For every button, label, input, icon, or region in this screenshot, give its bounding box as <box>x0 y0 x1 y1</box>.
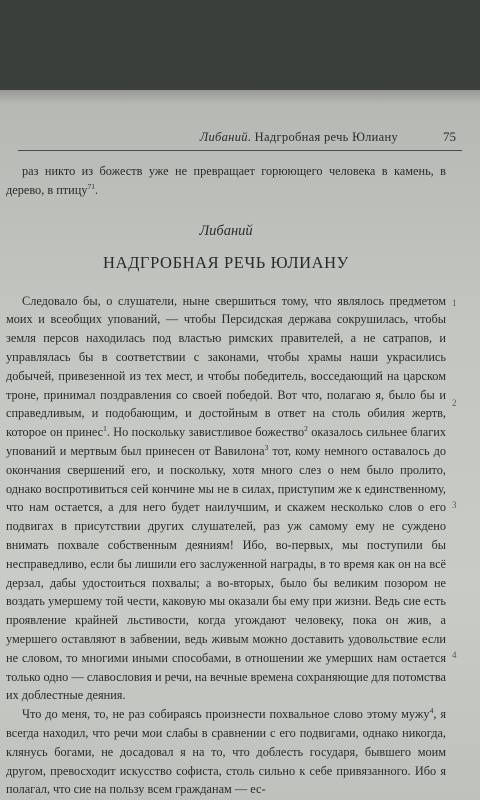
footnote-ref-1: 1 <box>103 424 107 434</box>
intro-paragraph <box>6 162 446 200</box>
running-head-separator: . <box>247 130 255 144</box>
running-head-author: Либаний <box>199 130 248 144</box>
p1-text-3: оказалось сильнее благих упований и мертвым был принесен от Вавилона <box>6 425 447 458</box>
running-head-work: Надгробная речь Юлиану <box>254 130 398 144</box>
p1-text-4: тот, кому немного оставалось до окончания свершений его, и поскольку, хотя много слез о нем было пролито, однако воспротивиться сей кончине мы не в силах, приступим же к единственному, что нам остается, а для него будет наилучшим, и скажем несколько слов о его подвигах в присутствии других слушателей, раз уж самому ему не суждено внимать похвале собственным деяниям! Ибо, во-первых, мы поступили бы несправедливо, если бы лишили его заслуженной награды, в то время как он на всё дерзал, дабы удостоиться похвалы; а во-вторых, было бы великим позором не воздать умершему той чести, каковую мы оказали бы ему при жизни. Ведь сие есть проявление крайней льстивости, когда угождают человеку, пока он жив, а умершего оставляют в забвении, ведь живым можно доставить удовольствие если не словом, то многими иными способами, в отношении же умерших нам остается только одно — славословия и речи, на вечные времена сохраняющие для потомства их доблестные деяния. <box>6 443 447 703</box>
p2-text-1: Что до меня, то, не раз собираясь произнести похвальное слово этому мужу <box>22 707 430 722</box>
section-author: Либаний <box>199 222 253 239</box>
page-edge-shadow <box>0 90 480 104</box>
text-body <box>6 162 446 799</box>
paragraph-2 <box>6 705 446 799</box>
footnote-ref-3: 3 <box>264 442 269 452</box>
section-title: НАДГРОБНАЯ РЕЧЬ ЮЛИАНУ <box>103 252 349 272</box>
footnote-ref-4: 4 <box>429 706 434 716</box>
footnote-ref-71: 71 <box>87 181 95 191</box>
p1-text-1: Следовало бы, о слушатели, ныне свершиться тому, что являлось предметом моих и всеобщих упований, — чтобы Персидская держава сокрушилась, чтобы земля персов находилась под властью римских правителей, а не сатрапов, и управлялась бы в соответствии с законами, чтобы храмы наши украсились добычей, привезенной из тех мест, и чтобы победитель, восседающий на царском троне, принимал поздравления со своей победой. Вот что, полагаю я, было бы и справедливым, и подобающим, и достойным в ответ на столь обилия жертв, которое он принес <box>6 293 446 440</box>
running-header <box>18 128 462 151</box>
running-head <box>200 130 398 145</box>
book-page <box>0 90 480 800</box>
footnote-ref-2: 2 <box>304 424 308 434</box>
margin-section-number: 4 <box>452 650 457 660</box>
p1-text-2: . Но поскольку завистливое божество <box>106 425 305 440</box>
p2-text-2: , я всегда находил, что речи мои слабы в сравнении с его подвигами, однако никогда, клянусь богами, не досадовал я на то, что доблесть государя, бывшего моим другом, превосходит искусство софиста, столь сильно к себе привязанного. Ибо я полагал, что сие на пользу всем гражданам — ес- <box>6 707 446 797</box>
intro-end: . <box>95 182 99 197</box>
margin-section-number: 3 <box>452 500 457 510</box>
margin-section-number: 2 <box>452 398 457 408</box>
intro-text: раз никто из божеств уже не превращает горюющего человека в камень, в дерево, в птицу <box>6 164 446 197</box>
margin-section-number: 1 <box>452 298 457 308</box>
paragraph-1 <box>6 292 446 706</box>
page-number: 75 <box>443 129 456 144</box>
